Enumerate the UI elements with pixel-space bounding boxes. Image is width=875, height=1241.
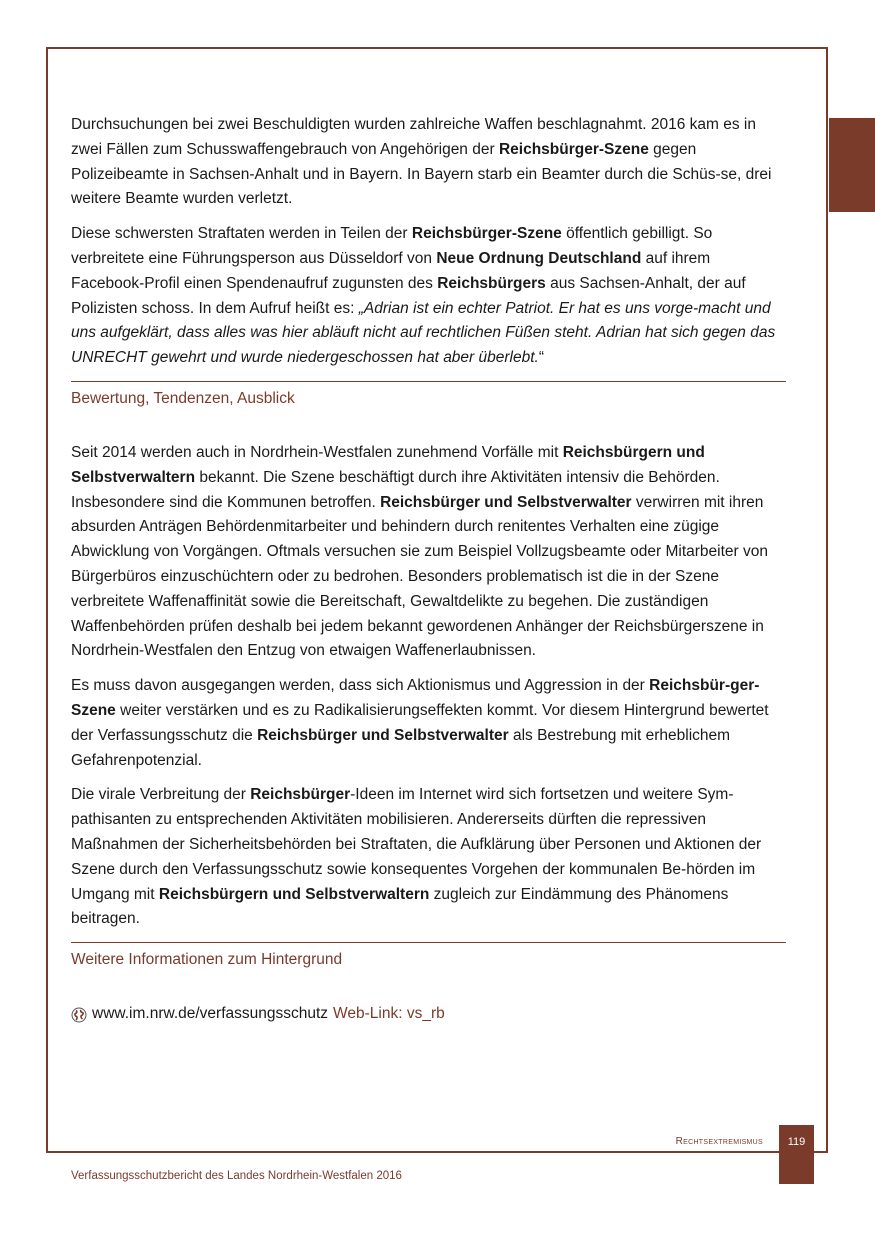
text-run: aus Sachsen-Anhalt, der auf Polizisten schoss. In dem Aufruf heißt es:	[71, 274, 746, 317]
section-divider	[71, 381, 786, 382]
chapter-tab	[829, 118, 875, 212]
paragraph	[71, 441, 786, 664]
text-run: verwirren mit ihren absurden Anträgen Behördenmitarbeiter und behindern durch renitentes Verhalten eine zügige Abwicklung von Vorgängen. Oftmals versuchen sie zum Beispiel Vollzugsbeamte oder Mitarbeiter von Bürgerbüros einzuschüchtern oder zu bedrohen. Besonders problematisch ist die in der Szene verbreitete Waffenaffinität sowie die Bereitschaft, Gewaltdelikte zu begehen. Die zuständigen Waffenbehörden prüfen deshalb bei jedem bekannt gewordenen Anhänger der Reichsbürgerszene in Nordrhein-Westfalen den Entzug von etwaigen Waffenerlaubnissen.	[71, 493, 769, 660]
text-run: gegen Polizeibeamte in Sachsen-Anhalt und in Bayern. In Bayern starb ein Beamter durch die Schüs-se, drei weitere Beamte wurden verletzt.	[71, 140, 772, 208]
web-link-code[interactable]: Web-Link: vs_rb	[333, 1005, 445, 1023]
text-run: Es muss davon ausgegangen werden, dass sich Aktionismus und Aggression in der	[71, 677, 650, 695]
text-run: weiter verstärken und es zu Radikalisierungseffekten kommt. Vor diesem Hintergrund bewertet der Verfassungsschutz die	[71, 701, 769, 744]
bold-term: Reichsbürger und Selbstverwalter	[380, 493, 632, 511]
bold-term: Reichsbürgern und Selbstverwaltern	[71, 443, 705, 486]
bold-term: Neue Ordnung Deutschland	[436, 249, 642, 267]
paragraphs-top	[71, 113, 786, 371]
section-divider	[71, 942, 786, 943]
text-run: bekannt. Die Szene beschäftigt durch ihre Aktivitäten intensiv die Behörden. Insbesondere sind die Kommunen betroffen.	[71, 468, 720, 511]
text-run: Die virale Verbreitung der	[71, 786, 251, 804]
text-run: Durchsuchungen bei zwei Beschuldigten wurden zahlreiche Waffen beschlagnahmt. 2016 kam es in zwei Fällen zum Schusswaffengebrauch von Angehörigen der	[71, 116, 756, 158]
content	[71, 113, 786, 1027]
website-url[interactable]: www.im.nrw.de/verfassungsschutz	[92, 1005, 329, 1023]
quote-text: „Adrian ist ein echter Patriot. Er hat es uns vorge-macht und uns aufgeklärt, dass alles was hier abläuft nicht auf rechtlichen Füßen steht. Adrian hat sich gegen das UNRECHT gewehrt und wurde niedergeschossen hat aber überlebt.	[71, 299, 776, 367]
text-run: “	[538, 349, 545, 367]
text-run: Seit 2014 werden auch in Nordrhein-Westfalen zunehmend Vorfälle mit	[71, 443, 563, 461]
bold-term: Reichsbürger-Szene	[411, 225, 562, 243]
bold-term: Reichsbür-ger-Szene	[71, 677, 760, 719]
paragraph	[71, 783, 786, 932]
footer-publication-title: Verfassungsschutzbericht des Landes Nordrhein-Westfalen 2016	[71, 1170, 402, 1182]
web-link-row	[71, 1002, 786, 1027]
globe-icon	[71, 1007, 87, 1023]
paragraphs-assessment	[71, 441, 786, 932]
running-head: Rechtsextremismus	[675, 1136, 763, 1147]
section-title-more-info: Weitere Informationen zum Hintergrund	[71, 951, 343, 969]
bold-term: Reichsbürger-Szene	[498, 140, 649, 158]
page-number: 119	[779, 1125, 814, 1184]
paragraph	[71, 113, 786, 212]
text-run: auf ihrem Facebook-Profil einen Spendenaufruf zugunsten des	[71, 249, 711, 292]
section-title-assessment: Bewertung, Tendenzen, Ausblick	[71, 389, 295, 407]
text-run: Diese schwersten Straftaten werden in Teilen der	[71, 225, 412, 243]
paragraph	[71, 674, 786, 773]
text-run: -Ideen im Internet wird sich fortsetzen und weitere Sym-pathisanten zu entsprechenden Aktivitäten mobilisieren. Andererseits dürften die repressiven Maßnahmen der Sicherheitsbehörden bei Straftaten, die Aufklärung über Personen und Aktionen der Szene durch den Verfassungsschutz sowie konsequentes Vorgehen der kommunalen Be-hörden im Umgang mit	[71, 786, 762, 903]
text-run: zugleich zur Eindämmung des Phänomens beitragen.	[71, 885, 729, 928]
paragraph	[71, 222, 786, 371]
text-run: öffentlich gebilligt. So verbreitete eine Führungsperson aus Düsseldorf von	[71, 225, 713, 267]
bold-term: Reichsbürger und Selbstverwalter	[257, 726, 509, 744]
bold-term: Reichsbürger	[250, 786, 351, 804]
bold-term: Reichsbürgers	[437, 274, 546, 292]
bold-term: Reichsbürgern und Selbstverwaltern	[158, 885, 430, 903]
text-run: als Bestrebung mit erheblichem Gefahrenpotenzial.	[71, 726, 731, 769]
